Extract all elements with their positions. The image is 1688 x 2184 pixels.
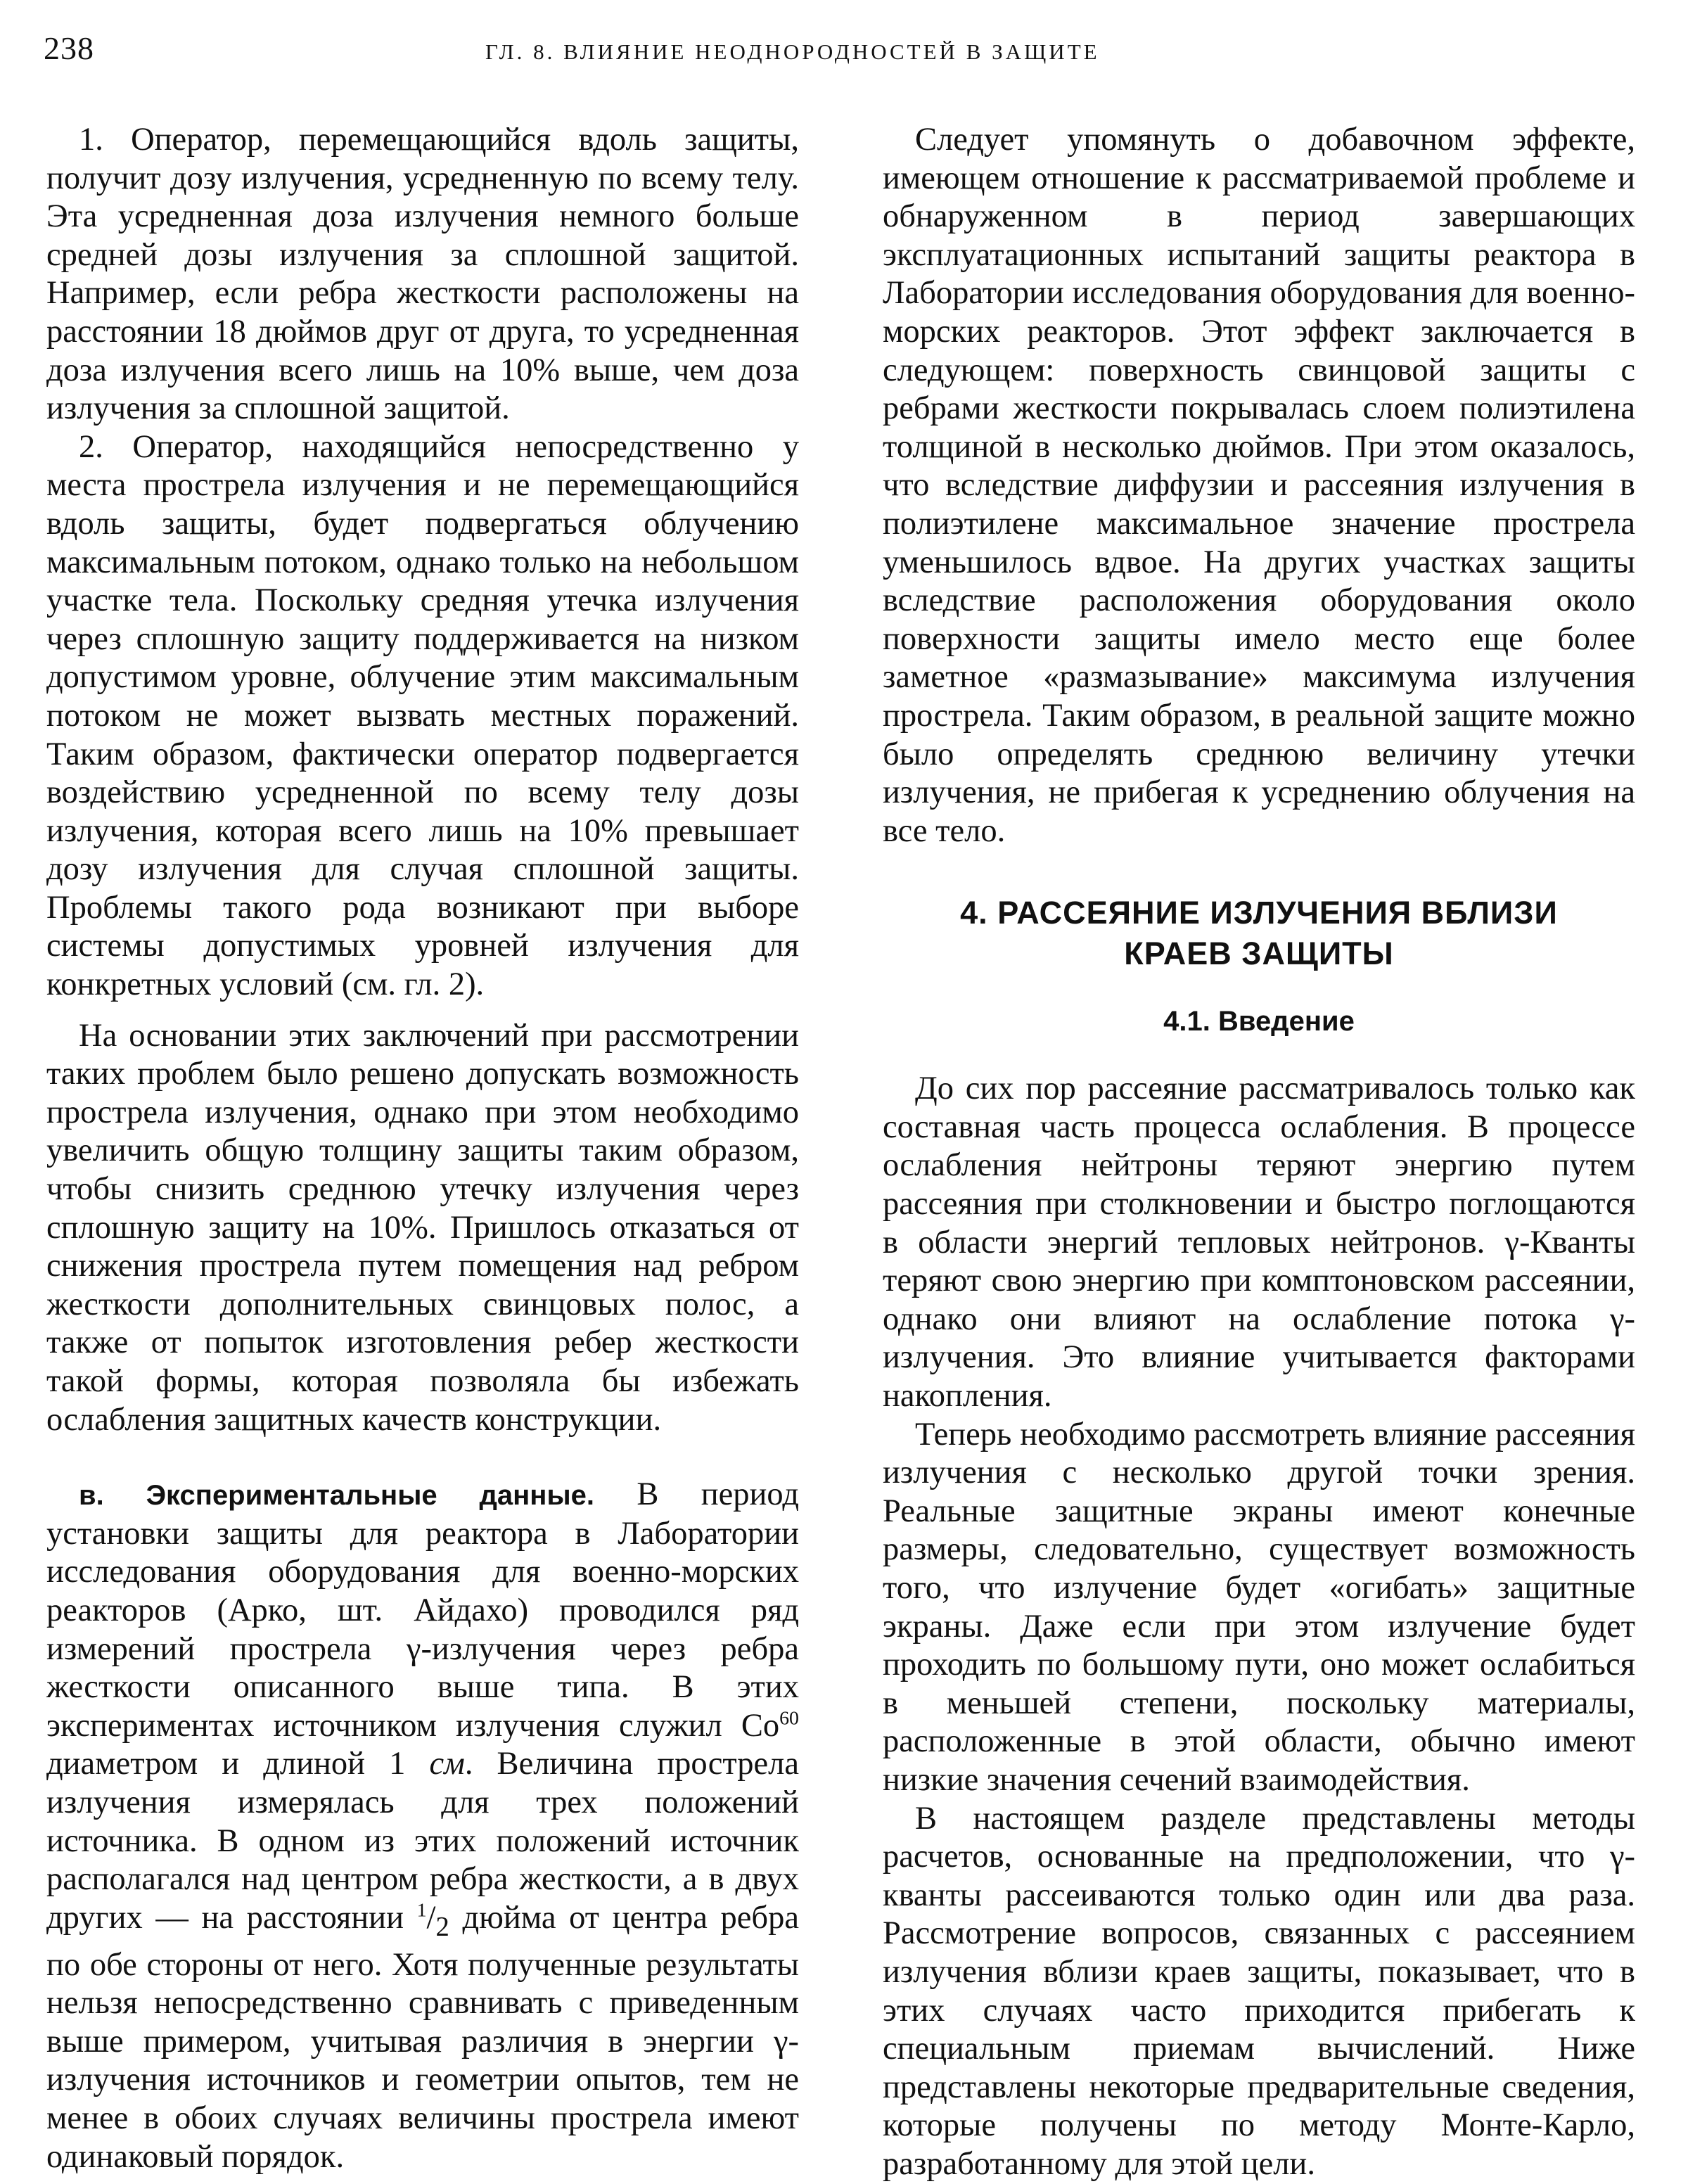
- fraction-half: $^1/_2$: [416, 1899, 449, 1942]
- isotope-mass-number: 60: [779, 1707, 799, 1730]
- paragraph-finite-shields: Теперь необходимо рассмотреть влияние рассеяния излучения с несколько другой точки зрения. Реальные защитные экраны имеют конечные размеры, следовательно, существует возможность того, что излучение будет «огибать» защитные экраны. Даже если при этом излучение будет проходить по большому пути, оно может ослабиться в меньшей степени, поскольку материалы, расположенные в этой области, обычно имеют низкие значения сечений взаимодействия.: [883, 1416, 1635, 1798]
- page-number: 238: [44, 30, 94, 66]
- paragraph-operator-moving: 1. Оператор, перемещающийся вдоль защиты, получит дозу излучения, усредненную по всему телу. Эта усредненная доза излучения немного больше средней дозы излучения за сплошной защитой. Например, если ребра жесткости расположены на расстоянии 18 дюймов друг от друга, то усредненная доза излучения всего лишь на 10% выше, чем доза излучения за сплошной защитой.: [46, 122, 799, 427]
- right-column: [883, 121, 1635, 2184]
- section-title-line-1: 4. РАССЕЯНИЕ ИЗЛУЧЕНИЯ ВБЛИЗИ: [960, 895, 1558, 931]
- fraction-denominator: 2: [435, 1911, 449, 1942]
- left-column: [46, 121, 799, 2176]
- experimental-data-text-4: дюйма от центра ребра по обе стороны от него. Хотя полученные результаты нельзя непосредственно сравнивать с приведенным выше примером, учитывая различия в энергии γ-излучения источников и геометрии опытов, тем не менее в обоих случаях величины прострела имеют одинаковый порядок.: [46, 1899, 799, 2175]
- experimental-data-text-1: В период установки защиты для реактора в Лаборатории исследования оборудования для военно-морских реакторов (Арко, шт. Айдахо) проводился ряд измерений прострела γ-излучения через ребра жесткости описанного выше типа. В этих экспериментах источником излучения служил Co: [46, 1476, 799, 1744]
- fraction-numerator: 1: [416, 1899, 427, 1922]
- experimental-data-heading: в. Экспериментальные данные.: [79, 1480, 594, 1512]
- unit-cm: см: [429, 1746, 465, 1782]
- paragraph-experimental-data: [46, 1476, 799, 2176]
- paragraph-scattering-intro: До сих пор рассеяние рассматривалось только как составная часть процесса ослабления. В процессе ослабления нейтроны теряют энергию путем рассеяния при столкновении и быстро поглощаются в области энергий тепловых нейтронов. γ-Кванты теряют свою энергию при комптоновском рассеянии, однако они влияют на ослабление потока γ-излучения. Это влияние учитывается факторами накопления.: [883, 1071, 1635, 1415]
- paragraph-conclusions: На основании этих заключений при рассмотрении таких проблем было решено допускать возможность прострела излучения, однако при этом необходимо увеличить общую толщину защиты таким образом, чтобы снизить среднюю утечку излучения через сплошную защиту на 10%. Пришлось отказаться от снижения прострела путем помещения над ребром жесткости дополнительных свинцовых полос, а также от попыток изготовления ребер жесткости такой формы, которая позволяла бы избежать ослабления защитных качеств конструкции.: [46, 1017, 799, 1438]
- paragraph-additional-effect: Следует упомянуть о добавочном эффекте, имеющем отношение к рассматриваемой проблеме и обнаруженном в период завершающих эксплуатационных испытаний защиты реактора в Лаборатории исследования оборудования для военно-морских реакторов. Этот эффект заключается в следующем: поверхность свинцовой защиты с ребрами жесткости покрывалась слоем полиэтилена толщиной в несколько дюймов. При этом оказалось, что вследствие диффузии и рассеяния излучения в полиэтилене максимальное значение прострела уменьшилось вдвое. На других участках защиты вследствие расположения оборудования около поверхности защиты имело место еще более заметное «размазывание» максимума излучения прострела. Таким образом, в реальной защите можно было определять среднюю величину утечки излучения, не прибегая к усреднению облучения на все тело.: [883, 122, 1635, 849]
- section-title-line-2: КРАЕВ ЗАЩИТЫ: [1124, 935, 1394, 972]
- paragraph-operator-stationary: 2. Оператор, находящийся непосредственно у места прострела излучения и не перемещающийся вдоль защиты, будет подвергаться облучению максимальным потоком, однако только на небольшом участке тела. Поскольку средняя утечка излучения через сплошную защиту поддерживается на низком допустимом уровне, облучение этим максимальным потоком не может вызвать местных поражений. Таким образом, фактически оператор подвергается воздействию усредненной по всему телу дозы излучения, которая всего лишь на 10% превышает дозу излучения для случая сплошной защиты. Проблемы такого рода возникают при выборе системы допустимых уровней излучения для конкретных условий (см. гл. 2).: [46, 428, 799, 1003]
- subsection-title: 4.1. Введение: [1163, 1006, 1355, 1037]
- paragraph-calculation-methods: В настоящем разделе представлены методы расчетов, основанные на предположении, что γ-кванты рассеиваются только один или два раза. Рассмотрение вопросов, связанных с рассеянием излучения вблизи краев защиты, показывает, что в этих случаях часто приходится прибегать к специальным приемам вычислений. Ниже представлены некоторые предварительные сведения, которые получены по методу Монте-Карло, разработанному для этой цели.: [883, 1800, 1635, 2182]
- running-head: ГЛ. 8. ВЛИЯНИЕ НЕОДНОРОДНОСТЕЙ В ЗАЩИТЕ: [485, 39, 1100, 64]
- experimental-data-text-3: . Величина прострела излучения измерялась для трех положений источника. В одном из этих положений источник располагался над центром ребра жесткости, а в двух других — на расстоянии: [46, 1746, 799, 1936]
- section-title: [883, 893, 1635, 974]
- experimental-data-text-2: диаметром и длиной 1: [46, 1746, 430, 1782]
